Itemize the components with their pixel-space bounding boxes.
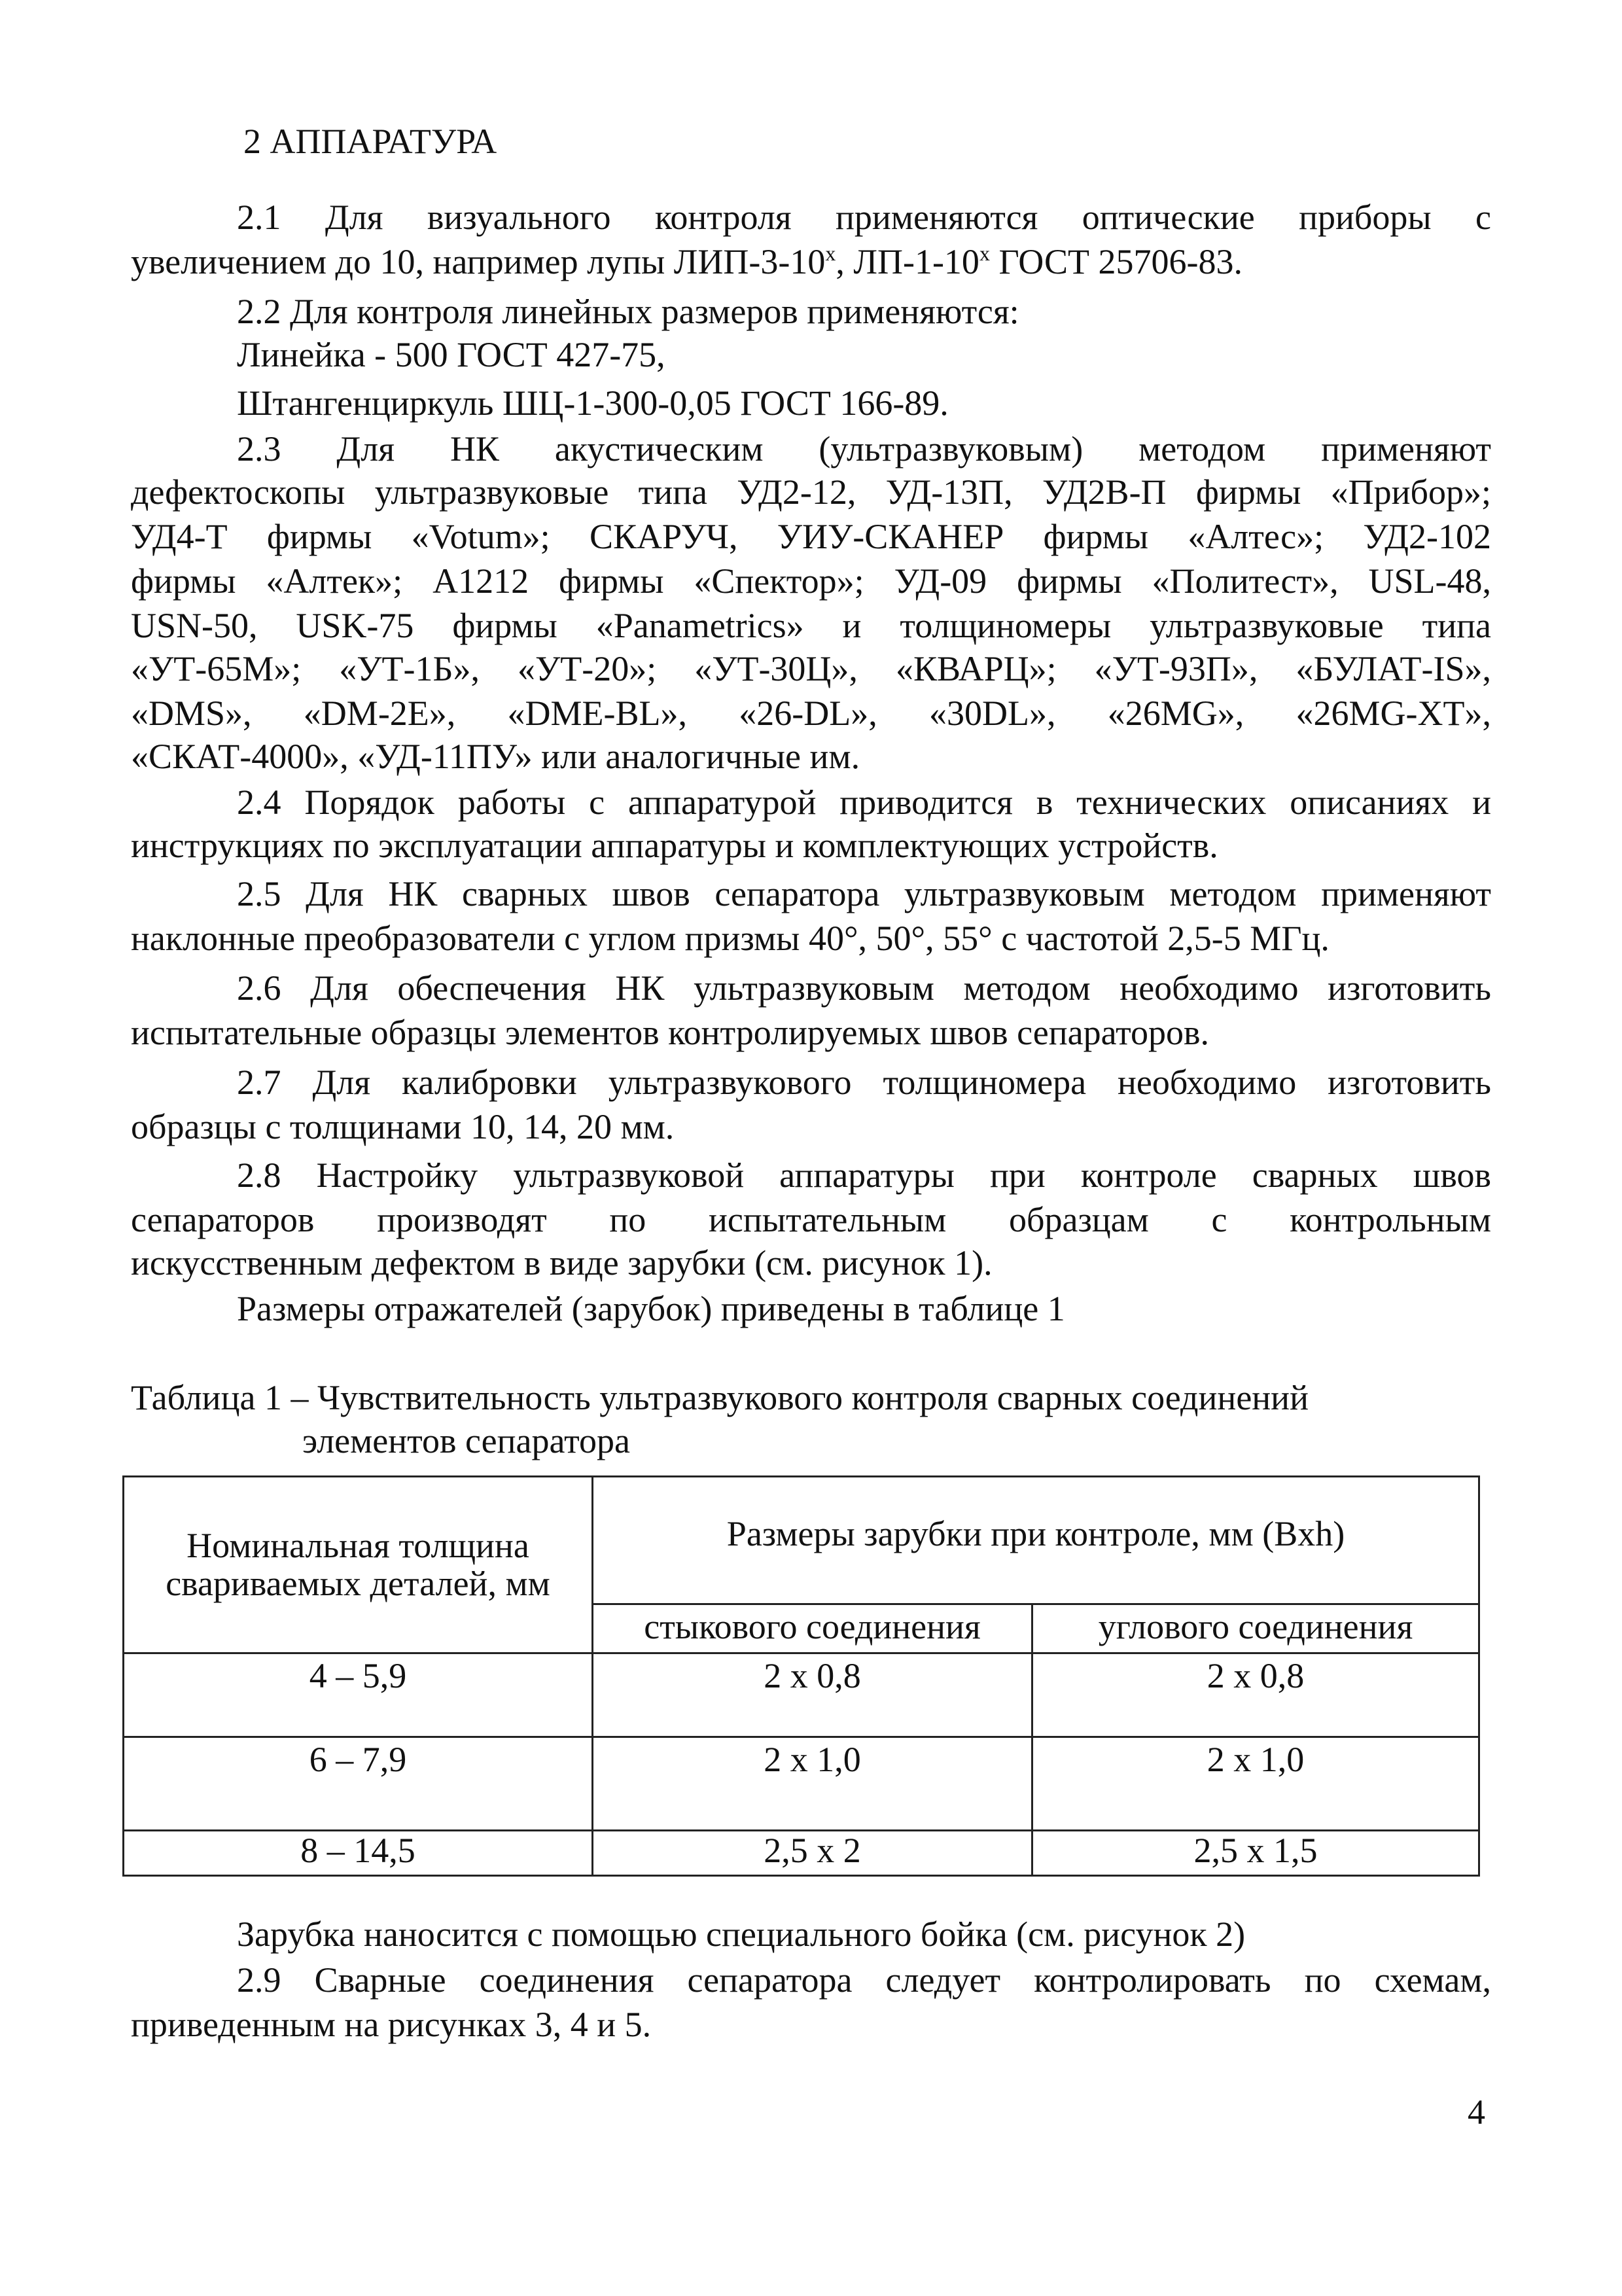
- text-fragment: увеличением до 10, например лупы ЛИП-3-10: [131, 242, 826, 281]
- sensitivity-table: [122, 1475, 1480, 1877]
- table-row: [124, 1653, 1479, 1737]
- text-line: Размеры отражателей (зарубок) приведены в таблице 1: [237, 1289, 1065, 1328]
- text-line: образцы с толщинами 10, 14, 20 мм.: [131, 1107, 675, 1146]
- text-line: Таблица 1 – Чувствительность ультразвукового контроля сварных соединений: [131, 1378, 1309, 1417]
- text-line: 2.4 Порядок работы с аппаратурой приводится в технических описаниях и: [237, 783, 1491, 822]
- cell-corner: [1032, 1737, 1479, 1831]
- cell-corner: [1032, 1653, 1479, 1737]
- text-line: «УТ-65М»; «УТ-1Б», «УТ-20»; «УТ-30Ц», «КВАРЦ»; «УТ-93П», «БУЛАТ-IS»,: [131, 649, 1491, 688]
- header-notch-size: [593, 1477, 1479, 1604]
- table-header-row: [124, 1477, 1479, 1604]
- text-line: [131, 241, 1491, 283]
- text-line: 2.3 Для НК акустическим (ультразвуковым) методом применяют: [237, 429, 1491, 468]
- text-line: Зарубка наносится с помощью специального бойка (см. рисунок 2): [237, 1915, 1246, 1954]
- cell-butt: [593, 1737, 1032, 1831]
- superscript: х: [979, 241, 990, 265]
- text-line: инструкциях по эксплуатации аппаратуры и комплектующих устройств.: [131, 826, 1218, 865]
- text-fragment: , ЛП-1-10: [836, 242, 979, 281]
- text-line: 2.1 Для визуального контроля применяются оптические приборы с: [237, 198, 1491, 237]
- table-row: [124, 1831, 1479, 1876]
- header-butt-joint: [593, 1604, 1032, 1653]
- text-line: USN-50, USK-75 фирмы «Panametrics» и толщиномеры ультразвуковые типа: [131, 606, 1491, 645]
- text-line: испытательные образцы элементов контролируемых швов сепараторов.: [131, 1013, 1210, 1052]
- text-line: приведенным на рисунках 3, 4 и 5.: [131, 2005, 652, 2044]
- cell-thickness: [124, 1737, 593, 1831]
- page-number: 4: [1468, 2093, 1485, 2132]
- header-text: углового соединения: [1098, 1606, 1413, 1646]
- text-line: 2.9 Сварные соединения сепаратора следует контролировать по схемам,: [237, 1960, 1491, 2000]
- text-line: фирмы «Алтек»; А1212 фирмы «Спектор»; УД-09 фирмы «Политест», USL-48,: [131, 561, 1491, 601]
- header-text: Номинальная толщина: [186, 1526, 529, 1566]
- cell-text: 6 – 7,9: [309, 1740, 407, 1780]
- header-text: стыкового соединения: [644, 1606, 981, 1646]
- text-line: наклонные преобразователи с углом призмы 40°, 50°, 55° с частотой 2,5-5 МГц.: [131, 919, 1330, 958]
- text-line: «СКАТ-4000», «УД-11ПУ» или аналогичные им.: [131, 737, 860, 776]
- table-row: [124, 1737, 1479, 1831]
- cell-text: 2,5 х 2: [764, 1831, 861, 1871]
- text-line: элементов сепаратора: [302, 1421, 630, 1460]
- cell-text: 2 х 0,8: [1207, 1655, 1305, 1695]
- text-line: 2.7 Для калибровки ультразвукового толщиномера необходимо изготовить: [237, 1063, 1491, 1102]
- text-line: сепараторов производят по испытательным образцам с контрольным: [131, 1200, 1491, 1239]
- text-line: дефектоскопы ультразвуковые типа УД2-12, УД-13П, УД2В-П фирмы «Прибор»;: [131, 472, 1491, 512]
- header-thickness: [124, 1477, 593, 1653]
- text-line: Штангенциркуль ШЦ-1-300-0,05 ГОСТ 166-89.: [237, 383, 949, 423]
- text-line: искусственным дефектом в виде зарубки (см. рисунок 1).: [131, 1243, 993, 1282]
- text-line: 2.6 Для обеспечения НК ультразвуковым методом необходимо изготовить: [237, 968, 1491, 1008]
- header-text: свариваемых деталей, мм: [166, 1564, 550, 1604]
- text-line: УД4-Т фирмы «Votum»; СКАРУЧ, УИУ-СКАНЕР фирмы «Алтес»; УД2-102: [131, 517, 1491, 556]
- text-line: Линейка - 500 ГОСТ 427-75,: [237, 335, 665, 374]
- cell-text: 8 – 14,5: [300, 1831, 415, 1871]
- text-fragment: ГОСТ 25706-83.: [989, 242, 1243, 281]
- cell-thickness: [124, 1831, 593, 1876]
- cell-text: 2 х 1,0: [764, 1740, 861, 1780]
- text-line: 2.5 Для НК сварных швов сепаратора ультразвуковым методом применяют: [237, 874, 1491, 913]
- cell-butt: [593, 1653, 1032, 1737]
- cell-text: 2,5 х 1,5: [1193, 1831, 1318, 1871]
- cell-corner: [1032, 1831, 1479, 1876]
- text-line: 2.8 Настройку ультразвуковой аппаратуры при контроле сварных швов: [237, 1156, 1491, 1195]
- superscript: х: [825, 241, 836, 265]
- header-text: Размеры зарубки при контроле, мм (Bxh): [726, 1513, 1345, 1553]
- section-title: 2 АППАРАТУРА: [243, 122, 497, 161]
- text-line: «DMS», «DM-2E», «DME-BL», «26-DL», «30DL», «26MG», «26MG-XT»,: [131, 694, 1491, 733]
- cell-text: 2 х 1,0: [1207, 1740, 1305, 1780]
- cell-text: 4 – 5,9: [309, 1655, 407, 1695]
- text-line: 2.2 Для контроля линейных размеров применяются:: [237, 292, 1019, 331]
- header-corner-joint: [1032, 1604, 1479, 1653]
- cell-butt: [593, 1831, 1032, 1876]
- cell-thickness: [124, 1653, 593, 1737]
- cell-text: 2 х 0,8: [764, 1655, 861, 1695]
